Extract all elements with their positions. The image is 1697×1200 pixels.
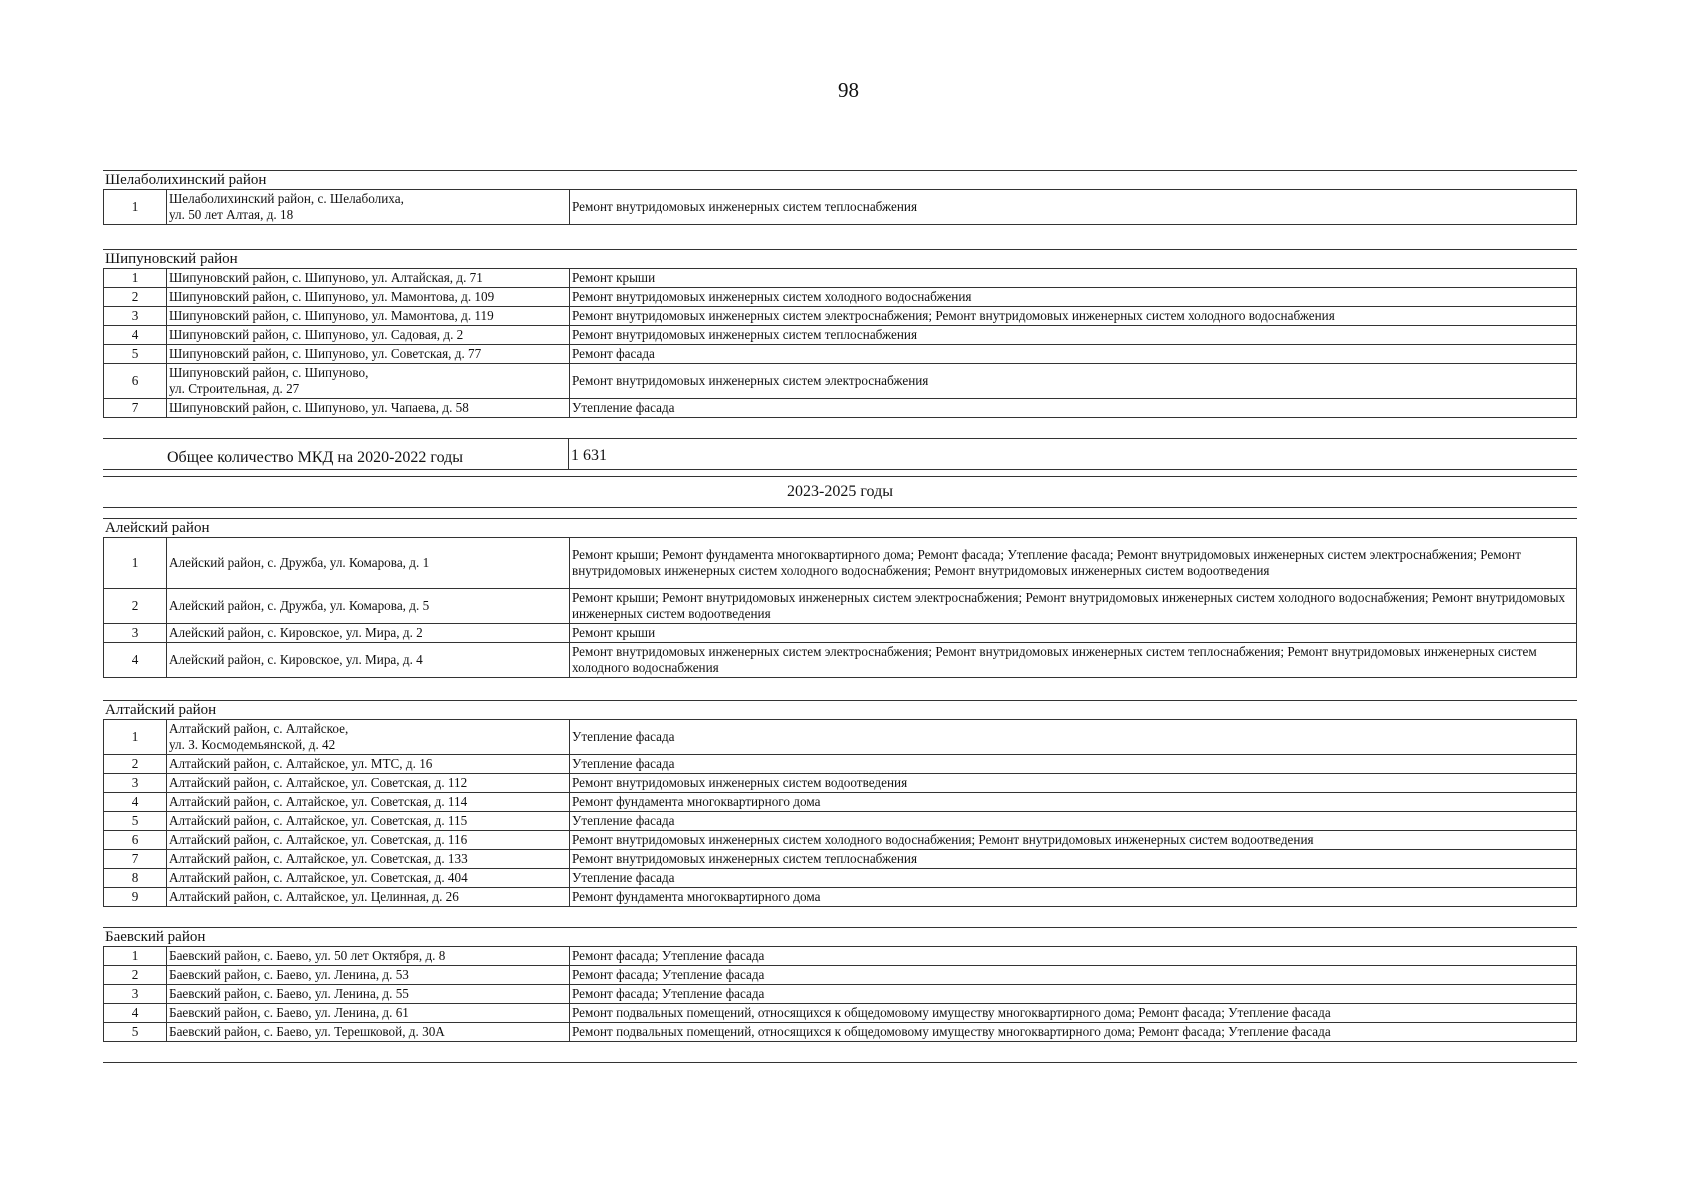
table-row	[103, 269, 1577, 288]
row-number: 7	[103, 850, 167, 868]
house-address: Шипуновский район, с. Шипуново, ул. Мамонтова, д. 119	[167, 307, 570, 325]
repair-works: Ремонт фасада; Утепление фасада	[570, 966, 1577, 984]
page-number: 98	[838, 78, 859, 102]
spacer	[103, 418, 1577, 439]
house-address: Шипуновский район, с. Шипуново, ул. Строительная, д. 27	[167, 364, 570, 398]
table-row	[103, 190, 1577, 225]
region-heading: Алейский район	[103, 519, 1577, 538]
house-address: Шипуновский район, с. Шипуново, ул. Советская, д. 77	[167, 345, 570, 363]
row-number: 7	[103, 399, 167, 417]
table-row	[103, 399, 1577, 418]
region-heading: Алтайский район	[103, 701, 1577, 720]
row-number: 5	[103, 345, 167, 363]
house-address: Баевский район, с. Баево, ул. Ленина, д. 53	[167, 966, 570, 984]
repair-works: Утепление фасада	[570, 720, 1577, 754]
row-number: 8	[103, 869, 167, 887]
house-address: Алтайский район, с. Алтайское, ул. МТС, д. 16	[167, 755, 570, 773]
house-address: Алтайский район, с. Алтайское, ул. Советская, д. 116	[167, 831, 570, 849]
repair-works: Ремонт крыши	[570, 269, 1577, 287]
repair-works: Утепление фасада	[570, 869, 1577, 887]
house-address: Баевский район, с. Баево, ул. Ленина, д. 61	[167, 1004, 570, 1022]
house-address: Алейский район, с. Дружба, ул. Комарова, д. 1	[167, 538, 570, 588]
row-number: 1	[103, 947, 167, 965]
repair-works: Утепление фасада	[570, 812, 1577, 830]
region-heading: Баевский район	[103, 928, 1577, 947]
repair-works: Ремонт подвальных помещений, относящихся к общедомовому имуществу многоквартирного дома; Ремонт фасада; Утепление фасада	[570, 1004, 1577, 1022]
period-heading: 2023-2025 годы	[103, 477, 1577, 508]
table-row	[103, 364, 1577, 399]
house-address: Шелаболихинский район, с. Шелаболиха, ул. 50 лет Алтая, д. 18	[167, 190, 570, 224]
repair-works: Утепление фасада	[570, 399, 1577, 417]
table-row	[103, 1023, 1577, 1042]
row-number: 5	[103, 812, 167, 830]
row-number: 3	[103, 985, 167, 1003]
row-number: 1	[103, 269, 167, 287]
house-address: Баевский район, с. Баево, ул. 50 лет Октября, д. 8	[167, 947, 570, 965]
repair-works: Ремонт фасада	[570, 345, 1577, 363]
row-number: 3	[103, 624, 167, 642]
table-row	[103, 288, 1577, 307]
house-address: Алейский район, с. Кировское, ул. Мира, д. 4	[167, 643, 570, 677]
spacer	[103, 678, 1577, 701]
row-number: 1	[103, 190, 167, 224]
spacer	[103, 907, 1577, 928]
total-label: Общее количество МКД на 2020-2022 годы	[167, 449, 463, 466]
table-row	[103, 793, 1577, 812]
table-row	[103, 985, 1577, 1004]
table-row	[103, 345, 1577, 364]
repair-works: Ремонт внутридомовых инженерных систем теплоснабжения	[570, 326, 1577, 344]
house-address: Шипуновский район, с. Шипуново, ул. Чапаева, д. 58	[167, 399, 570, 417]
house-address: Алтайский район, с. Алтайское, ул. Советская, д. 115	[167, 812, 570, 830]
repair-works: Ремонт внутридомовых инженерных систем холодного водоснабжения; Ремонт внутридомовых инженерных систем водоотведения	[570, 831, 1577, 849]
house-address: Шипуновский район, с. Шипуново, ул. Садовая, д. 2	[167, 326, 570, 344]
row-number: 5	[103, 1023, 167, 1041]
repair-works: Ремонт крыши; Ремонт внутридомовых инженерных систем электроснабжения; Ремонт внутридомовых инженерных систем холодного водоснабжения; Ремонт внутридомовых инженерных систем водоотведения	[570, 589, 1577, 623]
spacer	[103, 1042, 1577, 1063]
repair-program-table	[103, 170, 1577, 1063]
table-row	[103, 624, 1577, 643]
house-address: Шипуновский район, с. Шипуново, ул. Алтайская, д. 71	[167, 269, 570, 287]
row-number: 2	[103, 288, 167, 306]
house-address: Алтайский район, с. Алтайское, ул. Советская, д. 133	[167, 850, 570, 868]
repair-works: Ремонт фасада; Утепление фасада	[570, 947, 1577, 965]
table-part-2020-2022	[103, 171, 1577, 439]
row-number: 2	[103, 755, 167, 773]
house-address: Алтайский район, с. Алтайское, ул. Целинная, д. 26	[167, 888, 570, 906]
spacer	[103, 225, 1577, 250]
table-row	[103, 850, 1577, 869]
repair-works: Ремонт внутридомовых инженерных систем электроснабжения	[570, 364, 1577, 398]
table-row	[103, 643, 1577, 678]
row-number: 2	[103, 589, 167, 623]
row-number: 3	[103, 307, 167, 325]
spacer	[103, 508, 1577, 519]
table-row	[103, 538, 1577, 589]
row-number: 3	[103, 774, 167, 792]
repair-works: Ремонт крыши; Ремонт фундамента многоквартирного дома; Ремонт фасада; Утепление фасада; Ремонт внутридомовых инженерных систем электроснабжения; Ремонт внутридомовых инженерных систем холодного водоснабжения; Ремонт внутридомовых инженерных систем водоотведения	[570, 538, 1577, 588]
table-row	[103, 966, 1577, 985]
repair-works: Ремонт внутридомовых инженерных систем холодного водоснабжения	[570, 288, 1577, 306]
row-number: 1	[103, 538, 167, 588]
repair-works: Ремонт крыши	[570, 624, 1577, 642]
row-number: 6	[103, 364, 167, 398]
total-value: 1 631	[568, 439, 1577, 469]
table-row	[103, 720, 1577, 755]
row-number: 2	[103, 966, 167, 984]
row-number: 1	[103, 720, 167, 754]
house-address: Шипуновский район, с. Шипуново, ул. Мамонтова, д. 109	[167, 288, 570, 306]
table-row	[103, 888, 1577, 907]
table-row	[103, 1004, 1577, 1023]
region-heading: Шелаболихинский район	[103, 171, 1577, 190]
region-heading: Шипуновский район	[103, 250, 1577, 269]
table-row	[103, 812, 1577, 831]
house-address: Баевский район, с. Баево, ул. Ленина, д. 55	[167, 985, 570, 1003]
house-address: Алейский район, с. Дружба, ул. Комарова, д. 5	[167, 589, 570, 623]
repair-works: Ремонт подвальных помещений, относящихся к общедомовому имуществу многоквартирного дома; Ремонт фасада; Утепление фасада	[570, 1023, 1577, 1041]
house-address: Алтайский район, с. Алтайское, ул. З. Космодемьянской, д. 42	[167, 720, 570, 754]
table-part-2023-2025	[103, 519, 1577, 1063]
table-row	[103, 326, 1577, 345]
repair-works: Ремонт внутридомовых инженерных систем электроснабжения; Ремонт внутридомовых инженерных систем теплоснабжения; Ремонт внутридомовых инженерных систем холодного водоснабжения	[570, 643, 1577, 677]
total-row	[103, 439, 1577, 470]
house-address: Баевский район, с. Баево, ул. Терешковой, д. 30А	[167, 1023, 570, 1041]
repair-works: Ремонт внутридомовых инженерных систем водоотведения	[570, 774, 1577, 792]
row-number: 4	[103, 793, 167, 811]
table-row	[103, 947, 1577, 966]
table-row	[103, 869, 1577, 888]
row-number: 9	[103, 888, 167, 906]
house-address: Алтайский район, с. Алтайское, ул. Советская, д. 112	[167, 774, 570, 792]
table-row	[103, 774, 1577, 793]
repair-works: Утепление фасада	[570, 755, 1577, 773]
house-address: Алейский район, с. Кировское, ул. Мира, д. 2	[167, 624, 570, 642]
repair-works: Ремонт фасада; Утепление фасада	[570, 985, 1577, 1003]
table-row	[103, 831, 1577, 850]
row-number: 4	[103, 1004, 167, 1022]
repair-works: Ремонт внутридомовых инженерных систем теплоснабжения	[570, 190, 1577, 224]
row-number: 4	[103, 326, 167, 344]
row-number: 6	[103, 831, 167, 849]
table-row	[103, 589, 1577, 624]
repair-works: Ремонт фундамента многоквартирного дома	[570, 888, 1577, 906]
row-number: 4	[103, 643, 167, 677]
repair-works: Ремонт внутридомовых инженерных систем электроснабжения; Ремонт внутридомовых инженерных систем холодного водоснабжения	[570, 307, 1577, 325]
table-row	[103, 755, 1577, 774]
house-address: Алтайский район, с. Алтайское, ул. Советская, д. 404	[167, 869, 570, 887]
table-row	[103, 307, 1577, 326]
house-address: Алтайский район, с. Алтайское, ул. Советская, д. 114	[167, 793, 570, 811]
spacer	[103, 470, 1577, 477]
repair-works: Ремонт внутридомовых инженерных систем теплоснабжения	[570, 850, 1577, 868]
repair-works: Ремонт фундамента многоквартирного дома	[570, 793, 1577, 811]
